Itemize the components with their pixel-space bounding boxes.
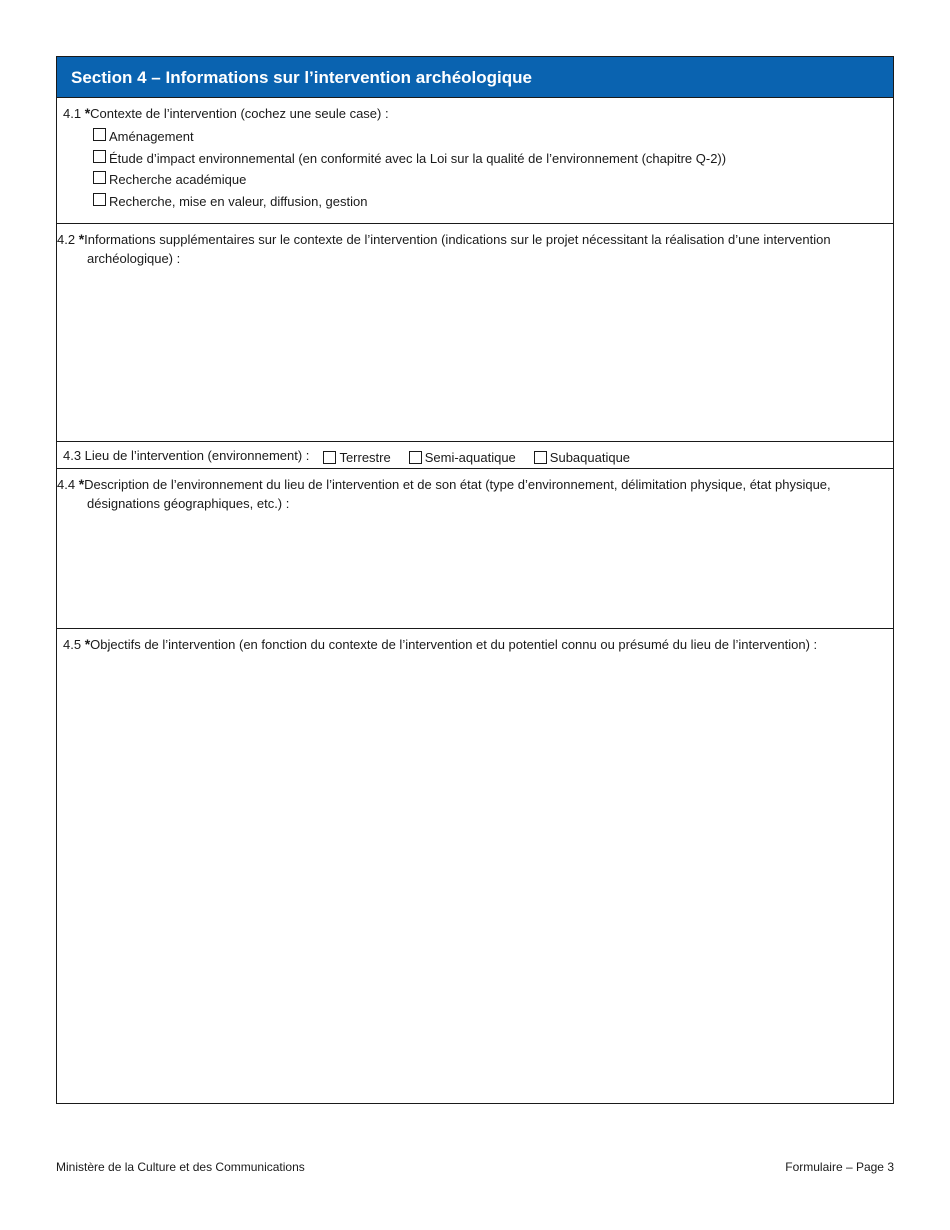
question-number: 4.5 — [63, 637, 85, 652]
question-4-1-label — [57, 98, 893, 123]
section-title: Section 4 – Informations sur l’intervention archéologique — [57, 57, 893, 98]
option-recherche-mise-en-valeur[interactable] — [93, 192, 893, 214]
required-mark: * — [78, 476, 85, 492]
option-terrestre[interactable] — [323, 447, 390, 465]
footer-ministry: Ministère de la Culture et des Communications — [56, 1160, 305, 1174]
checkbox[interactable] — [93, 128, 106, 141]
context-options — [57, 123, 893, 213]
required-mark: * — [84, 105, 91, 121]
option-subaquatique[interactable] — [534, 447, 630, 465]
page-footer — [56, 1160, 894, 1174]
question-text: Contexte de l’intervention (cochez une seule case) : — [90, 106, 389, 121]
checkbox[interactable] — [93, 171, 106, 184]
required-mark: * — [84, 636, 91, 652]
question-text: Informations supplémentaires sur le contexte de l’intervention (indications sur le projet nécessitant la réalisation d’une intervention archéologique) : — [84, 232, 831, 266]
checkbox[interactable] — [93, 150, 106, 163]
question-text: Description de l’environnement du lieu de l’intervention et de son état (type d’environnement, délimitation physique, état physique, désignations géographiques, etc.) : — [84, 477, 831, 511]
question-4-4-label — [57, 469, 893, 513]
required-mark: * — [78, 231, 85, 247]
option-amenagement[interactable] — [93, 127, 893, 149]
question-4-2[interactable] — [57, 224, 893, 442]
option-label: Aménagement — [109, 129, 194, 144]
footer-page-number: Formulaire – Page 3 — [785, 1160, 894, 1174]
checkbox[interactable] — [323, 451, 336, 464]
question-4-4[interactable] — [57, 469, 893, 629]
option-semi-aquatique[interactable] — [409, 447, 516, 465]
option-recherche-academique[interactable] — [93, 170, 893, 192]
question-4-2-label — [57, 224, 893, 268]
checkbox[interactable] — [93, 193, 106, 206]
checkbox[interactable] — [409, 451, 422, 464]
section-4-form — [56, 56, 894, 1104]
question-4-1 — [57, 98, 893, 224]
question-number: 4.2 — [57, 232, 79, 247]
option-label: Recherche, mise en valeur, diffusion, gestion — [109, 193, 368, 209]
question-4-5-label — [57, 629, 893, 654]
question-4-3-line — [57, 442, 893, 469]
question-number: 4.4 — [57, 477, 79, 492]
question-4-5[interactable] — [57, 629, 893, 1103]
checkbox[interactable] — [534, 451, 547, 464]
option-label: Subaquatique — [549, 449, 631, 465]
option-label: Étude d’impact environnemental (en conformité avec la Loi sur la qualité de l’environnement (chapitre Q-2)) — [109, 150, 727, 166]
option-label: Terrestre — [339, 449, 391, 465]
question-text: 4.3 Lieu de l’intervention (environnement) : — [63, 448, 310, 463]
option-label: Recherche académique — [109, 172, 247, 187]
question-text: Objectifs de l’intervention (en fonction du contexte de l’intervention et du potentiel connu ou présumé du lieu de l’intervention) : — [90, 637, 818, 652]
option-label: Semi-aquatique — [424, 449, 516, 465]
question-number: 4.1 — [63, 106, 85, 121]
option-etude-impact[interactable] — [93, 149, 893, 171]
question-4-3 — [57, 442, 893, 469]
